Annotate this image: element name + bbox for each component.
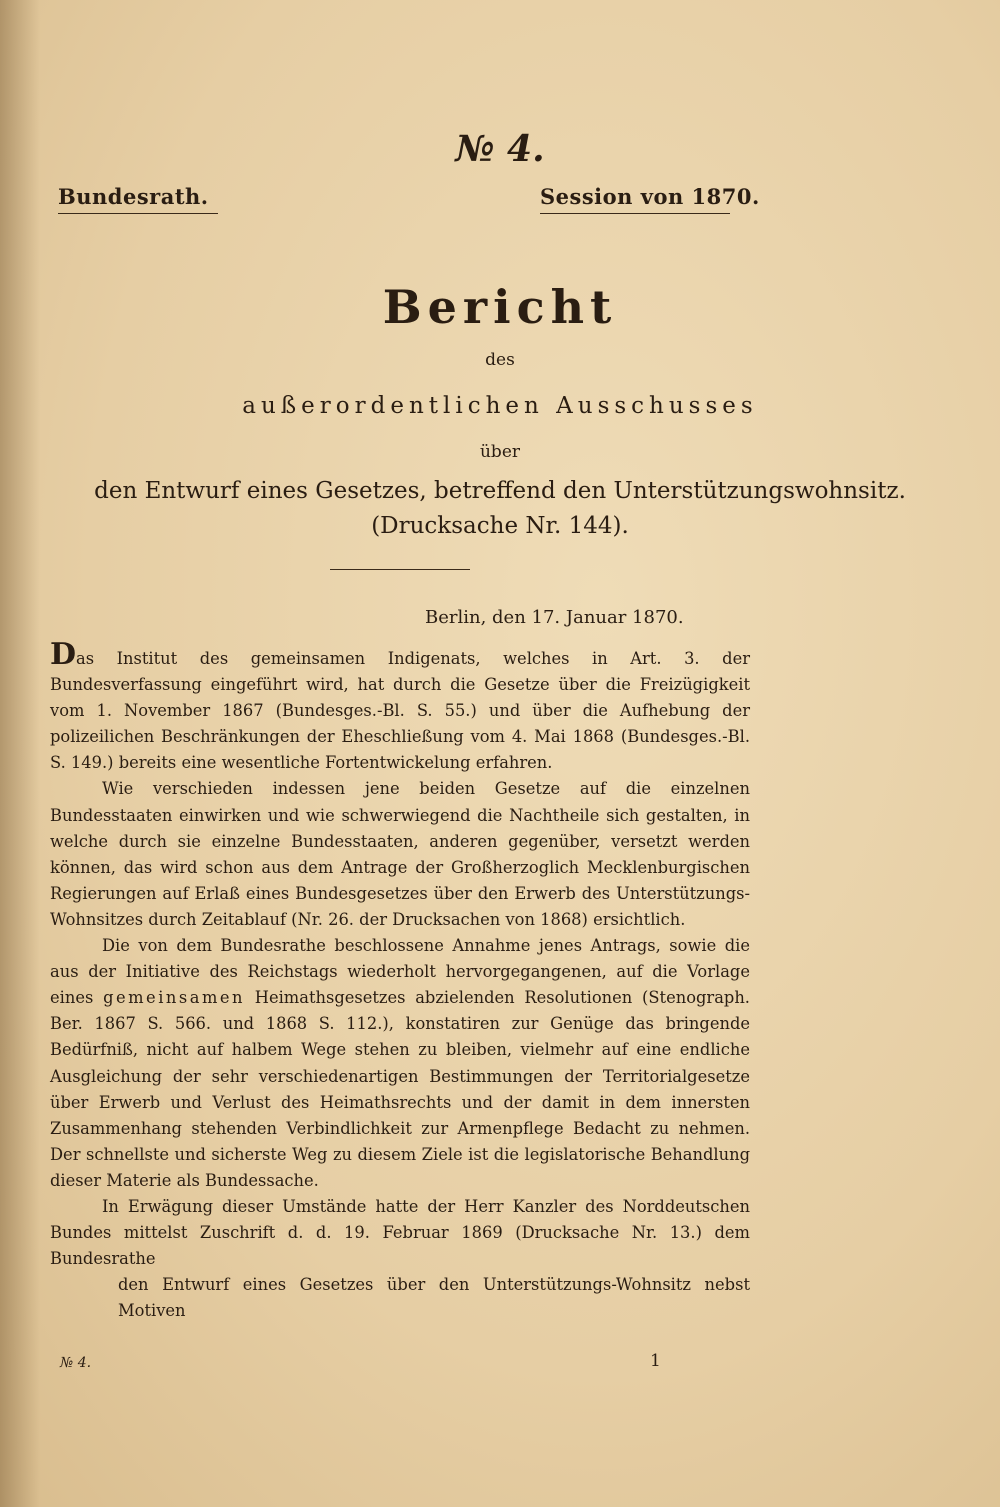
paragraph-2: Wie verschieden indessen jene beiden Gesetze auf die einzelnen Bundesstaaten einwirken und wie schwerwiegend die Nachtheile sich gestalten, in welche durch sie einzelne Bundesstaaten, anderen gegenüber, versetzt werden können, das wird schon aus dem Antrage der Großherzoglich Mecklenburgischen Regierungen auf Erlaß eines Bundesgesetzes über den Erwerb des Unterstützungs-Wohnsitzes durch Zeitablauf (Nr. 26. der Drucksachen von 1868) ersichtlich. (50, 779, 750, 929)
title-des: des (485, 350, 515, 370)
page-number: 1 (650, 1351, 661, 1371)
dateline: Berlin, den 17. Januar 1870. (425, 607, 684, 628)
report-title: Bericht (382, 280, 618, 334)
report-body (50, 637, 750, 1324)
paragraph-5: den Entwurf eines Gesetzes über den Unterstützungs-Wohnsitz nebst Motiven (118, 1275, 750, 1321)
header-left-rule (58, 213, 218, 214)
header-right-text: Session von 1870. (540, 184, 760, 209)
subject-line-2: (Drucksache Nr. 144). (371, 513, 629, 539)
document-number: № 4. (455, 128, 545, 170)
header-right (540, 184, 760, 209)
drop-cap: D (50, 637, 77, 672)
footer-document-number: № 4. (60, 1355, 92, 1371)
paragraph-3-text-a: Die von dem Bundesrathe beschlossene Annahme jenes Antrags, sowie die aus der Initiative des Reichstags wiederholt hervorgegangenen, auf die Vorlage eines (50, 936, 750, 1008)
paragraph-3-emphasis: gemeinsamen (103, 988, 246, 1008)
paragraph-1 (50, 637, 750, 776)
title-ueber: über (479, 442, 521, 462)
subject-line-1: den Entwurf eines Gesetzes, betreffend den Unterstützungswohnsitz. (94, 478, 906, 504)
paragraph-4: In Erwägung dieser Umstände hatte der Herr Kanzler des Norddeutschen Bundes mittelst Zuschrift d. d. 19. Februar 1869 (Drucksache Nr. 13.) dem Bundesrathe (50, 1196, 750, 1269)
paragraph-1-text: as Institut des gemeinsamen Indigenats, welches in Art. 3. der Bundesverfassung eingeführt wird, hat durch die Gesetze über die Freizügigkeit vom 1. November 1867 (Bundesges.-Bl. S. 55.) und über die Aufhebung der polizeilichen Beschränkungen der Eheschließung vom 4. Mai 1868 (Bundesges.-Bl. S. 149.) bereits eine wesentliche Fortentwickelung erfahren. (50, 649, 750, 773)
paragraph-3-text-b: Heimathsgesetzes abzielenden Resolutionen (Stenograph. Ber. 1867 S. 566. und 1868 S. 112.), konstatiren zur Genüge das bringende Bedürfniß, nicht auf halbem Wege stehen zu bleiben, vielmehr auf eine endliche Ausgleichung der sehr verschiedenartigen Bestimmungen der Territorialgesetze über Erwerb und Verlust des Heimathsrechts und der damit in dem innersten Zusammenhang stehenden Verbindlichkeit zur Armenpflege Bedacht zu nehmen. Der schnellste und sicherste Weg zu diesem Ziele ist die legislatorische Behandlung dieser Materie als Bundessache. (50, 988, 750, 1190)
header-right-rule (540, 213, 730, 214)
committee-name: außerordentlichen Ausschusses (242, 393, 758, 419)
section-divider (330, 569, 470, 570)
header-left (58, 184, 209, 209)
paragraph-3 (50, 933, 750, 1194)
header-left-text: Bundesrath. (58, 184, 209, 209)
binding-shadow (0, 0, 40, 1507)
